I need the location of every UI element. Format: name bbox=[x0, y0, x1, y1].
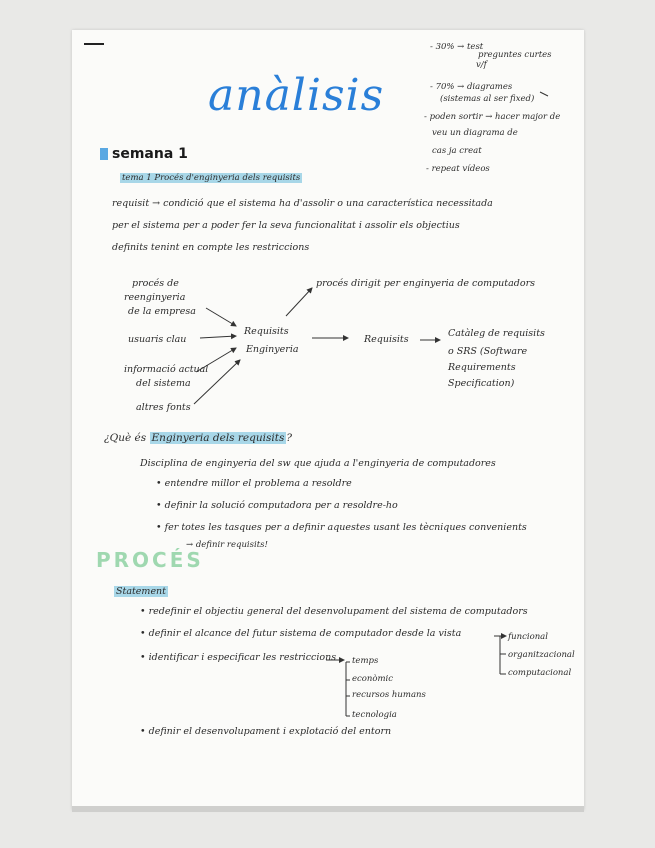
diagram-output-4: Specification) bbox=[448, 378, 515, 389]
answer-bullet-2: • definir la solució computadora per a resoldre-ho bbox=[156, 500, 398, 511]
diagram-source-1b: reenginyeria bbox=[124, 292, 186, 303]
side-note-3c: cas ja creat bbox=[432, 146, 482, 156]
proces-item-4: • definir el desenvolupament i explotació del entorn bbox=[140, 726, 392, 737]
bottom-edge bbox=[72, 806, 584, 812]
diagram-source-2: usuaris clau bbox=[128, 334, 187, 345]
answer-bullet-1: • entendre millor el problema a resoldre bbox=[156, 478, 352, 489]
proces-heading: PROCÉS bbox=[96, 548, 204, 572]
proces-item-2: • definir el alcance del futur sistema de computador desde la vista bbox=[140, 628, 462, 639]
side-note-4: - repeat vídeos bbox=[426, 164, 490, 174]
question-prefix: ¿Què és bbox=[104, 432, 147, 444]
definition-line-2: per el sistema per a poder fer la seva funcionalitat i assolir els objectius bbox=[112, 220, 460, 231]
restriction-1: temps bbox=[352, 656, 379, 666]
view-3: computacional bbox=[508, 668, 572, 678]
side-note-1c: v/f bbox=[476, 60, 487, 70]
page-title: anàlisis bbox=[208, 70, 385, 121]
definition-line-3: definits tenint en compte les restriccions bbox=[112, 242, 310, 253]
section-heading: semana 1 bbox=[112, 146, 188, 162]
diagram-center-1: Requisits bbox=[244, 326, 289, 337]
diagram-source-1c: de la empresa bbox=[128, 306, 196, 317]
side-note-1: - 30% → test bbox=[430, 42, 484, 52]
diagram-middle-label: Requisits bbox=[364, 334, 409, 345]
view-1: funcional bbox=[508, 632, 548, 642]
diagram-top-label: procés dirigit per enginyeria de computadors bbox=[316, 278, 536, 289]
answer-bullet-3b: → definir requisits! bbox=[186, 540, 268, 550]
proces-item-1: • redefinir el objectiu general del desenvolupament del sistema de computadors bbox=[140, 606, 528, 617]
diagram-center-2: Enginyeria bbox=[246, 344, 299, 355]
diagram-source-3: informació actual bbox=[124, 364, 209, 375]
diagram-output-3: Requirements bbox=[448, 362, 516, 373]
view-2: organitzacional bbox=[508, 650, 575, 660]
stage-label bbox=[114, 586, 168, 597]
diagram-output-2: o SRS (Software bbox=[448, 346, 528, 357]
restriction-3: recursos humans bbox=[352, 690, 426, 700]
diagram-source-1: procés de bbox=[132, 278, 179, 289]
side-note-3b: veu un diagrama de bbox=[432, 128, 518, 138]
restriction-4: tecnologia bbox=[352, 710, 397, 720]
top-dash bbox=[84, 43, 104, 45]
side-note-3: - poden sortir → hacer major de bbox=[424, 112, 561, 122]
answer-line: Disciplina de enginyeria del sw que ajuda a l'enginyeria de computadores bbox=[140, 458, 496, 469]
stage-label-text: Statement bbox=[116, 586, 166, 597]
diagram-source-4: altres fonts bbox=[136, 402, 191, 413]
definition-line-1: requisit → condició que el sistema ha d'assolir o una característica necessitada bbox=[112, 198, 493, 209]
question bbox=[104, 432, 292, 444]
diagram-source-3b: del sistema bbox=[136, 378, 191, 389]
tema-title-text: tema 1 Procés d'enginyeria dels requisits bbox=[122, 173, 301, 183]
diagram-output-1: Catàleg de requisits bbox=[448, 328, 545, 339]
question-suffix: ? bbox=[286, 432, 292, 444]
restriction-2: econòmic bbox=[352, 674, 394, 684]
side-note-2b: (sistemas al ser fixed) bbox=[440, 94, 535, 104]
proces-item-3: • identificar i especificar les restriccions bbox=[140, 652, 337, 663]
answer-bullet-3: • fer totes les tasques per a definir aquestes usant les tècniques convenients bbox=[156, 522, 527, 533]
side-note-2: - 70% → diagrames bbox=[430, 82, 513, 92]
tema-title bbox=[120, 173, 302, 183]
question-highlight: Enginyeria dels requisits bbox=[151, 432, 285, 444]
side-note-1b: preguntes curtes bbox=[478, 50, 552, 60]
bullet-square-icon bbox=[100, 148, 108, 160]
